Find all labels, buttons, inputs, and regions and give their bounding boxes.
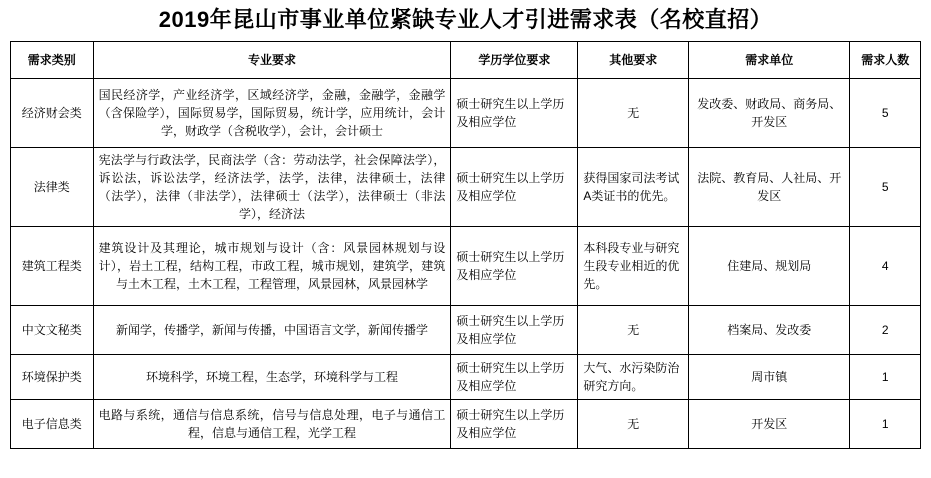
table-header-row [11,42,921,79]
table-row [11,79,921,148]
column-header-category: 需求类别 [11,42,94,79]
table-row [11,148,921,227]
column-header-education: 学历学位要求 [451,42,578,79]
cell-category: 中文文秘类 [11,306,94,355]
cell-other: 大气、水污染防治研究方向。 [578,355,689,400]
table-row [11,355,921,400]
table-row [11,306,921,355]
table-row [11,400,921,449]
cell-category: 环境保护类 [11,355,94,400]
column-header-unit: 需求单位 [689,42,850,79]
cell-major: 电路与系统，通信与信息系统，信号与信息处理，电子与通信工程，信息与通信工程，光学工程 [93,400,451,449]
cell-other: 本科段专业与研究生段专业相近的优先。 [578,227,689,306]
cell-education: 硕士研究生以上学历及相应学位 [451,148,578,227]
table-body [11,79,921,449]
page-title: 2019年昆山市事业单位紧缺专业人才引进需求表（名校直招） [158,7,773,32]
cell-number: 4 [850,227,921,306]
cell-number: 1 [850,400,921,449]
cell-number: 5 [850,148,921,227]
cell-unit: 开发区 [689,400,850,449]
cell-category: 建筑工程类 [11,227,94,306]
cell-category: 电子信息类 [11,400,94,449]
cell-other: 获得国家司法考试A类证书的优先。 [578,148,689,227]
cell-education: 硕士研究生以上学历及相应学位 [451,355,578,400]
cell-other: 无 [578,400,689,449]
cell-category: 法律类 [11,148,94,227]
cell-education: 硕士研究生以上学历及相应学位 [451,227,578,306]
cell-other: 无 [578,79,689,148]
cell-major: 宪法学与行政法学，民商法学（含：劳动法学，社会保障法学），诉讼法，诉讼法学，经济法学，法学，法律，法律硕士，法律（法学），法律（非法学），法律硕士（法学），法律硕士（非法学），经济法 [93,148,451,227]
cell-education: 硕士研究生以上学历及相应学位 [451,79,578,148]
cell-major: 环境科学，环境工程，生态学，环境科学与工程 [93,355,451,400]
cell-number: 5 [850,79,921,148]
cell-major: 国民经济学，产业经济学，区域经济学，金融，金融学，金融学（含保险学），国际贸易学，国际贸易，统计学，应用统计，会计学，财政学（含税收学），会计，会计硕士 [93,79,451,148]
column-header-number: 需求人数 [850,42,921,79]
cell-unit: 周市镇 [689,355,850,400]
cell-major: 建筑设计及其理论，城市规划与设计（含：风景园林规划与设计），岩土工程，结构工程，市政工程，城市规划，建筑学，建筑与土木工程，土木工程，工程管理，风景园林，风景园林学 [93,227,451,306]
cell-number: 2 [850,306,921,355]
cell-unit: 法院、教育局、人社局、开发区 [689,148,850,227]
cell-category: 经济财会类 [11,79,94,148]
cell-other: 无 [578,306,689,355]
table-row [11,227,921,306]
table-header [11,42,921,79]
column-header-major: 专业要求 [93,42,451,79]
cell-education: 硕士研究生以上学历及相应学位 [451,400,578,449]
cell-major: 新闻学，传播学，新闻与传播，中国语言文学，新闻传播学 [93,306,451,355]
cell-education: 硕士研究生以上学历及相应学位 [451,306,578,355]
column-header-other: 其他要求 [578,42,689,79]
cell-unit: 发改委、财政局、商务局、开发区 [689,79,850,148]
cell-unit: 档案局、发改委 [689,306,850,355]
cell-number: 1 [850,355,921,400]
requirements-table [10,41,921,449]
cell-unit: 住建局、规划局 [689,227,850,306]
